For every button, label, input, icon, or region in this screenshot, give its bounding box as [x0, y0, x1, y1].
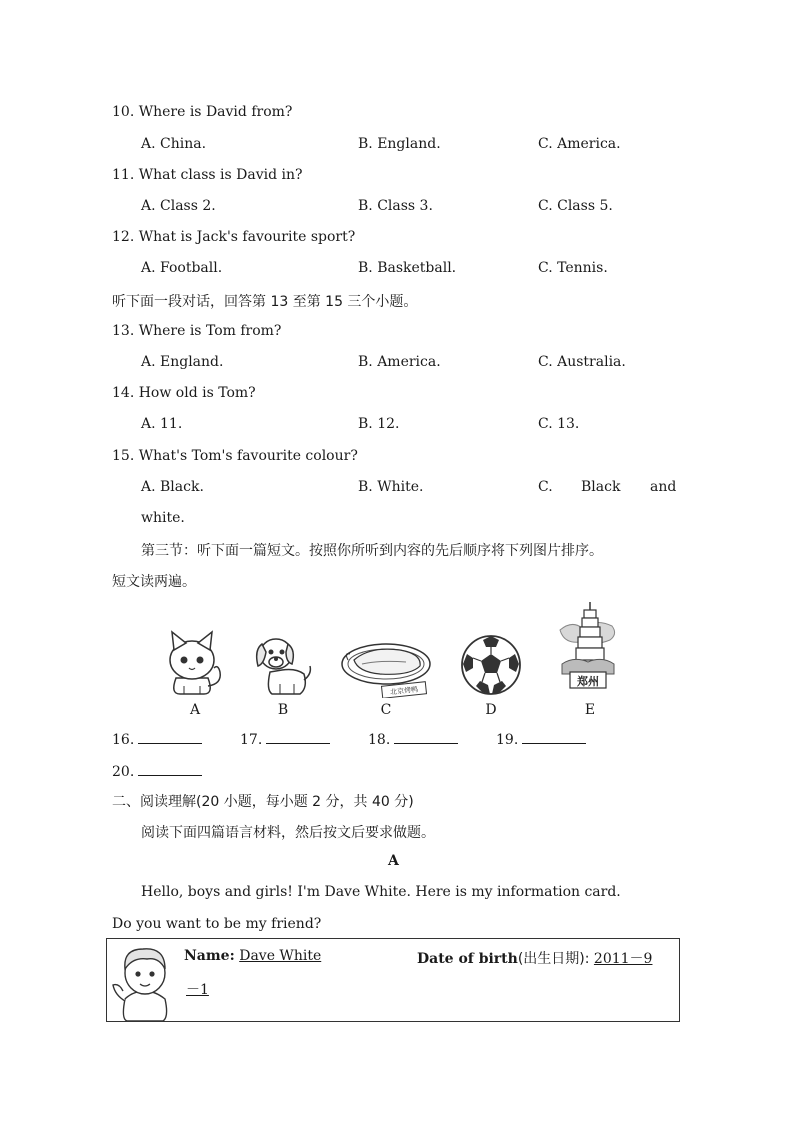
part2-heading: 二、阅读理解(20 小题，每小题 2 分，共 40 分) [112, 794, 414, 810]
option-c: C. Class 5. [538, 198, 613, 214]
option-c: C. 13. [538, 416, 580, 432]
dob-value: 2011－9 [593, 951, 653, 967]
passage-intro-cont: Do you want to be my friend? [112, 916, 322, 932]
picture-label: A [189, 702, 201, 718]
answer-20: 20. [112, 761, 202, 780]
question-10: 10. Where is David from? [112, 104, 293, 120]
option-b: B. White. [358, 479, 424, 495]
information-card [106, 938, 680, 1022]
question-13: 13. Where is Tom from? [112, 323, 282, 339]
answer-blank[interactable] [266, 729, 330, 744]
question-14: 14. How old is Tom? [112, 385, 256, 401]
answer-17: 17. [240, 729, 330, 748]
picture-label: C [380, 702, 392, 718]
option-a: A. Football. [141, 260, 223, 276]
section3-instruction: 第三节：听下面一篇短文。按照你所听到内容的先后顺序将下列图片排序。 [141, 543, 603, 559]
option-b: B. Class 3. [358, 198, 433, 214]
section3-instruction-cont: 短文读两遍。 [112, 574, 196, 590]
boy-avatar-icon [111, 943, 177, 1021]
option-c: C. Tennis. [538, 260, 608, 276]
option-b: B. America. [358, 354, 441, 370]
roast-duck-icon [340, 634, 434, 698]
question-15: 15. What's Tom's favourite colour? [112, 448, 358, 464]
picture-label: D [485, 702, 497, 718]
option-b: B. Basketball. [358, 260, 457, 276]
name-field: Name: Dave White [184, 948, 322, 964]
soccer-ball-icon [460, 634, 522, 696]
answer-blank[interactable] [138, 761, 202, 776]
part2-instruction: 阅读下面四篇语言材料，然后按文后要求做题。 [141, 825, 435, 841]
option-a: A. 11. [141, 416, 183, 432]
dog-icon [252, 630, 314, 698]
option-c: C. America. [538, 136, 621, 152]
zhengzhou-tag: 郑州 [577, 675, 599, 688]
passage-intro: Hello, boys and girls! I'm Dave White. Here is my information card. [141, 884, 621, 900]
option-c-prefix: C. [538, 479, 553, 495]
answer-16: 16. [112, 729, 202, 748]
question-12: 12. What is Jack's favourite sport? [112, 229, 356, 245]
dob-value-cont: －1 [186, 982, 209, 998]
picture-label: E [584, 702, 596, 718]
answer-18: 18. [368, 729, 458, 748]
passage-label: A [388, 853, 399, 869]
zhengzhou-landmark-icon [556, 600, 620, 692]
option-c-word: Black [581, 479, 621, 495]
roast-duck-tag: 北京烤鸭 [389, 685, 419, 697]
option-a: A. China. [141, 136, 207, 152]
answer-blank[interactable] [522, 729, 586, 744]
option-b: B. 12. [358, 416, 400, 432]
option-b: B. England. [358, 136, 441, 152]
cat-icon [160, 628, 228, 698]
option-c-wrap: white. [141, 510, 185, 526]
option-a: A. Black. [141, 479, 204, 495]
dialog-instruction: 听下面一段对话，回答第 13 至第 15 三个小题。 [112, 294, 418, 310]
answer-19: 19. [496, 729, 586, 748]
option-a: A. Class 2. [141, 198, 216, 214]
dob-field: Date of birth(出生日期): 2011－9 [417, 951, 653, 967]
answer-blank[interactable] [394, 729, 458, 744]
picture-label: B [277, 702, 289, 718]
option-c: C. Australia. [538, 354, 626, 370]
answer-blank[interactable] [138, 729, 202, 744]
option-a: A. England. [141, 354, 224, 370]
option-c-word: and [650, 479, 677, 495]
name-value: Dave White [239, 948, 322, 964]
question-11: 11. What class is David in? [112, 167, 303, 183]
